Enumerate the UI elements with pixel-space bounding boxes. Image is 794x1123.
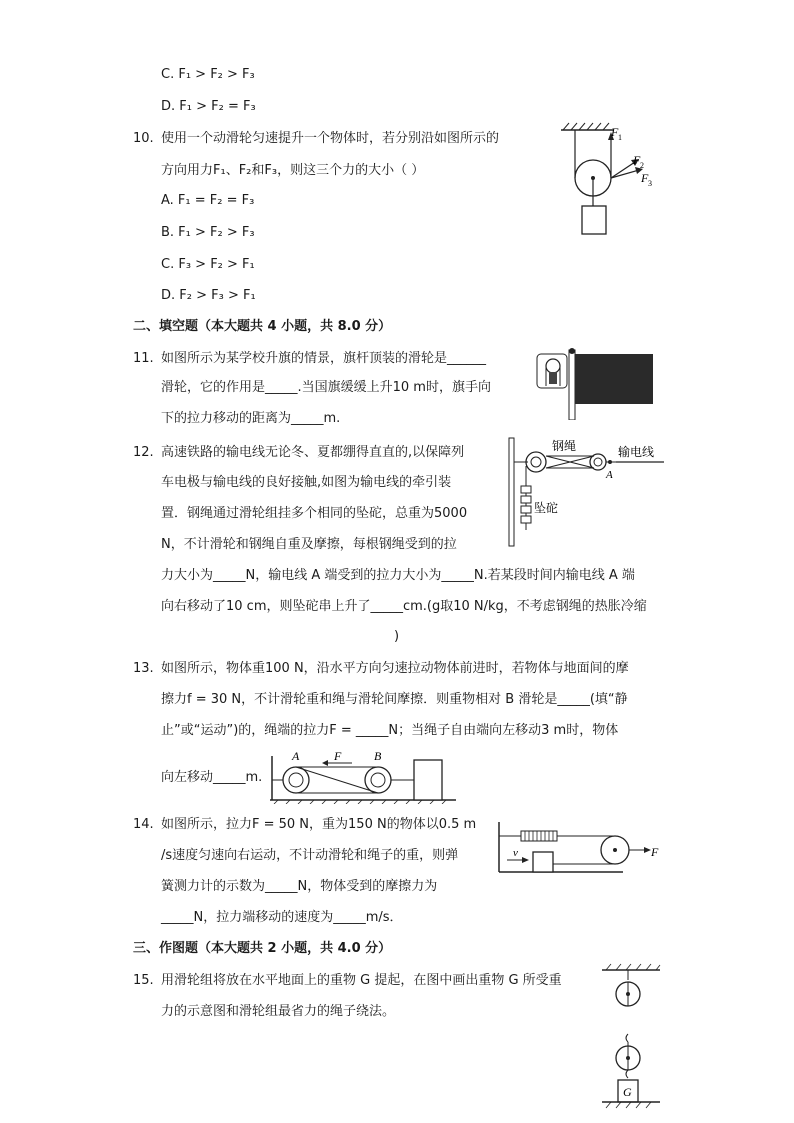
q10-stem-line1: 使用一个动滑轮匀速提升一个物体时，若分别沿如图所示的	[161, 131, 500, 146]
q15-number: 15.	[133, 973, 154, 988]
q12-line1: 高速铁路的输电线无论冬、夏都绷得直直的,以保障列	[161, 445, 465, 460]
svg-text:2: 2	[640, 161, 644, 170]
q12-traction-figure	[506, 436, 666, 548]
q10-number: 10.	[133, 131, 154, 146]
q14-number: 14.	[133, 817, 154, 832]
q10-option-d: D. F₂ > F₃ > F₁	[161, 288, 256, 303]
q10-option-b: B. F₁ > F₂ > F₃	[161, 225, 255, 240]
q13-f-label: F	[334, 749, 342, 763]
q13-line1: 如图所示，物体重100 N，沿水平方向匀速拉动物体前进时，若物体与地面间的摩	[161, 661, 629, 676]
q12-line2: 车电极与输电线的良好接触,如图为输电线的牵引装	[161, 475, 452, 490]
q13-number: 13.	[133, 661, 154, 676]
q15-line1: 用滑轮组将放在水平地面上的重物 G 提起，在图中画出重物 G 所受重	[161, 973, 562, 988]
q9-option-c: C. F₁ > F₂ > F₃	[161, 67, 255, 82]
q15-line2: 力的示意图和滑轮组最省力的绳子绕法。	[161, 1004, 396, 1019]
q13-pulley-figure	[266, 746, 460, 804]
q14-line4: _____N，拉力端移动的速度为_____m/s．	[161, 910, 403, 925]
q11-line3: 下的拉力移动的距离为_____m.	[161, 411, 341, 426]
q10-stem-line2: 方向用力F₁、F₂和F₃，则这三个力的大小（ ）	[161, 163, 425, 178]
q14-f-label: F	[651, 845, 659, 859]
q14-line3: 簧测力计的示数为_____N，物体受到的摩擦力为	[161, 879, 438, 894]
q12-number: 12.	[133, 445, 154, 460]
q10-f3-label: F	[641, 171, 649, 185]
section-3-heading: 三、作图题（本大题共 2 小题，共 4.0 分）	[133, 941, 392, 956]
q10-option-a: A. F₁ = F₂ = F₃	[161, 193, 255, 208]
q13-a-label: A	[292, 749, 300, 763]
q12-line7: )	[394, 629, 400, 644]
q12-a-label: A	[606, 469, 613, 481]
q11-line1: 如图所示为某学校升旗的情景，旗杆顶装的滑轮是______	[161, 351, 487, 366]
q12-line3: 置．钢绳通过滑轮组挂多个相同的坠砣，总重为5000	[161, 506, 468, 521]
q10-pulley-figure	[555, 118, 665, 243]
q15-g-label: G	[623, 1085, 632, 1099]
q13-b-label: B	[374, 749, 382, 763]
q10-f1-label: F	[611, 125, 619, 139]
q14-pulley-figure	[493, 818, 663, 876]
q13-line4: 向左移动_____m.	[161, 770, 263, 785]
q14-line2: /s速度匀速向右运动，不计动滑轮和绳子的重，则弹	[161, 848, 459, 863]
q11-number: 11.	[133, 351, 154, 366]
q13-line2: 擦力f = 30 N，不计滑轮重和绳与滑轮间摩擦．则重物相对 B 滑轮是_____(填“静	[161, 692, 628, 707]
q10-f2-label: F	[633, 153, 641, 167]
svg-text:1: 1	[618, 133, 622, 142]
q11-flag-figure	[533, 346, 663, 420]
q10-option-c: C. F₃ > F₂ > F₁	[161, 257, 255, 272]
svg-text:3: 3	[648, 179, 652, 188]
section-2-heading: 二、填空题（本大题共 4 小题，共 8.0 分）	[133, 319, 392, 334]
q14-v-label: v	[513, 847, 518, 859]
q9-option-d: D. F₁ > F₂ = F₃	[161, 99, 256, 114]
q12-line6: 向右移动了10 cm，则坠砣串上升了_____cm.(g取10 N/kg，不考虑钢绳的热胀冷缩	[161, 599, 647, 614]
q12-rope-label: 钢绳	[552, 439, 577, 453]
q14-line1: 如图所示，拉力F = 50 N，重为150 N的物体以0.5 m	[161, 817, 477, 832]
q12-line4: N，不计滑轮和钢绳自重及摩擦，每根钢绳受到的拉	[161, 537, 457, 552]
q12-weight-label: 坠砣	[534, 501, 559, 515]
q15-pulley-figure	[598, 962, 664, 1114]
q12-wire-label: 输电线	[618, 445, 655, 459]
q13-line3: 止”或“运动”)的，绳端的拉力F = _____N；当绳子自由端向左移动3 m时，物体	[161, 723, 619, 738]
q11-line2: 滑轮，它的作用是_____.当国旗缓缓上升10 m时，旗手向	[161, 380, 491, 395]
q12-line5: 力大小为_____N，输电线 A 端受到的拉力大小为_____N.若某段时间内输电线 A 端	[161, 568, 635, 583]
